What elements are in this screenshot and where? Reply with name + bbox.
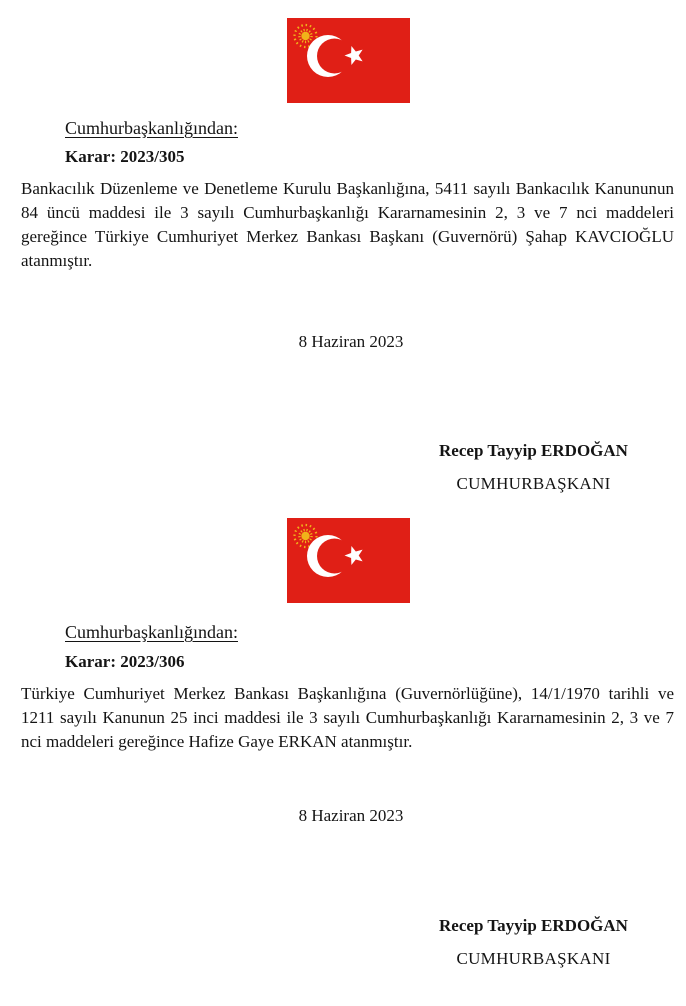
decree-body-text [21,682,674,754]
body-line: gereğince Türkiye Cumhuriyet Merkez Bankası Başkanı (Guvernörü) Şahap KAVCIOĞLU [21,227,674,246]
signature-block [390,915,677,969]
signer-name: Recep Tayyip ERDOĞAN [439,441,628,460]
issuer-heading: Cumhurbaşkanlığından: [65,118,238,138]
body-line: 1211 sayılı Kanunun 25 inci maddesi ile 3 sayılı Cumhurbaşkanlığı Kararnamesinin 2, 3 ve 7 [21,708,674,727]
body-line: atanmıştır. [21,251,93,270]
decree-body-text [21,177,674,273]
decree-date: 8 Haziran 2023 [298,806,404,825]
body-line: Bankacılık Düzenleme ve Denetleme Kurulu Başkanlığına, 5411 sayılı Bankacılık Kanununun [21,179,674,198]
decree-date: 8 Haziran 2023 [298,332,404,351]
body-line: nci maddeleri gereğince Hafize Gaye ERKAN atanmıştır. [21,732,413,751]
signer-title: CUMHURBAŞKANI [456,474,611,493]
body-line: Türkiye Cumhuriyet Merkez Bankası Başkanlığına (Guvernörlüğüne), 14/1/1970 tarihli ve [21,684,674,703]
presidential-flag-emblem [287,518,410,603]
seal-sun [301,32,309,40]
issuer-heading: Cumhurbaşkanlığından: [65,622,238,642]
presidential-flag-emblem [287,18,410,103]
signer-name: Recep Tayyip ERDOĞAN [439,916,628,935]
decision-number: Karar: 2023/306 [65,652,185,671]
body-line: 84 üncü maddesi ile 3 sayılı Cumhurbaşkanlığı Kararnamesinin 2, 3 ve 7 nci maddeleri [21,203,674,222]
signer-title: CUMHURBAŞKANI [456,949,611,968]
signature-block [390,440,677,494]
decision-number: Karar: 2023/305 [65,147,185,166]
seal-sun [301,532,309,540]
